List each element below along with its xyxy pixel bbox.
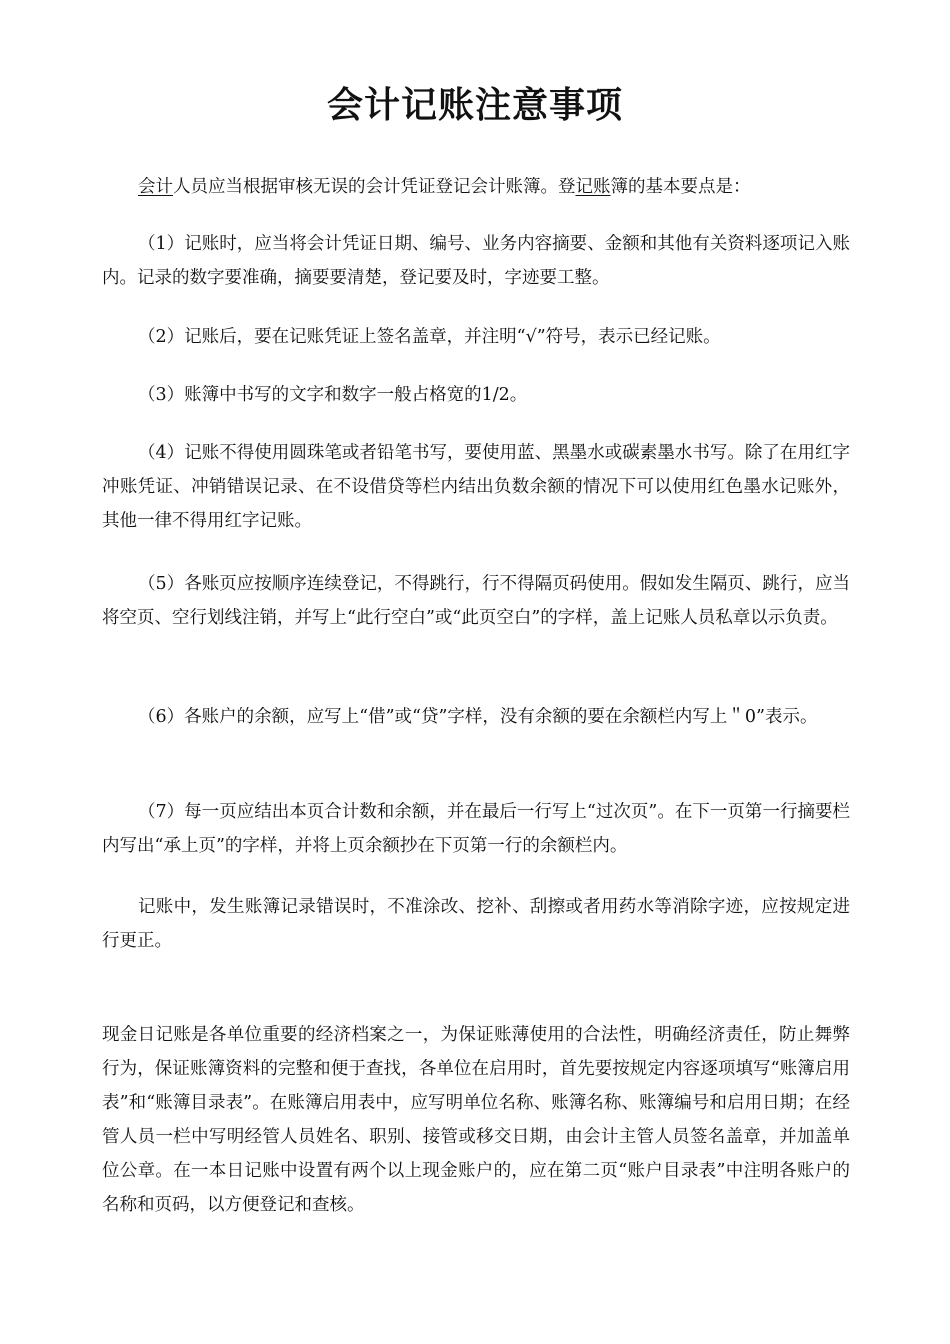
intro-paragraph — [102, 170, 850, 204]
correction-paragraph: 记账中，发生账簿记录错误时，不准涂改、挖补、刮擦或者用药水等消除字迹，应按规定进行更正。 — [102, 897, 850, 951]
item-5: （5）各账页应按顺序连续登记，不得跳行，行不得隔页码使用。假如发生隔页、跳行，应当将空页、空行划线注销，并写上“此行空白”或“此页空白”的字样，盖上记账人员私章以示负责。 — [102, 574, 850, 628]
item-3: （3）账簿中书写的文字和数字一般占格宽的1/2。 — [138, 385, 528, 405]
document-title: 会计记账注意事项 — [326, 85, 623, 126]
item-2: （2）记账后，要在记账凭证上签名盖章，并注明“√”符号，表示已经记账。 — [138, 327, 721, 347]
link-kuaiji[interactable]: 会计 — [138, 177, 173, 197]
cash-journal-paragraph: 现金日记账是各单位重要的经济档案之一，为保证账薄使用的合法性，明确经济责任，防止舞弊行为，保证账簿资料的完整和便于查找，各单位在启用时，首先要按规定内容逐项填写“账簿启用表”和“账簿目录表”。在账簿启用表中，应写明单位名称、账簿名称、账簿编号和启用日期；在经管人员一栏中写明经管人员姓名、职别、接管或移交日期，由会计主管人员签名盖章，并加盖单位公章。在一本日记账中设置有两个以上现金账户的，应在第二页“账户目录表”中注明各账户的名称和页码，以方便登记和查核。 — [102, 1025, 850, 1215]
intro-text-2: 簿的基本要点是： — [610, 177, 751, 197]
item-1: （1）记账时，应当将会计凭证日期、编号、业务内容摘要、金额和其他有关资料逐项记入账内。记录的数字要准确，摘要要清楚，登记要及时，字迹要工整。 — [102, 234, 850, 288]
item-7: （7）每一页应结出本页合计数和余额，并在最后一行写上“过次页”。在下一页第一行摘要栏内写出“承上页”的字样，并将上页余额抄在下页第一行的余额栏内。 — [102, 802, 850, 856]
intro-text-1: 人员应当根据审核无误的会计凭证登记会计账簿。登 — [173, 177, 576, 197]
item-4: （4）记账不得使用圆珠笔或者铅笔书写，要使用蓝、黑墨水或碳素墨水书写。除了在用红字冲账凭证、冲销错误记录、在不设借贷等栏内结出负数余额的情况下可以使用红色墨水记账外，其他一律不得用红字记账。 — [102, 443, 850, 531]
item-6: （6）各账户的余额，应写上“借”或“贷”字样，没有余额的要在余额栏内写上＂0”表示。 — [138, 707, 818, 727]
link-jizhang[interactable]: 记账 — [575, 177, 611, 197]
